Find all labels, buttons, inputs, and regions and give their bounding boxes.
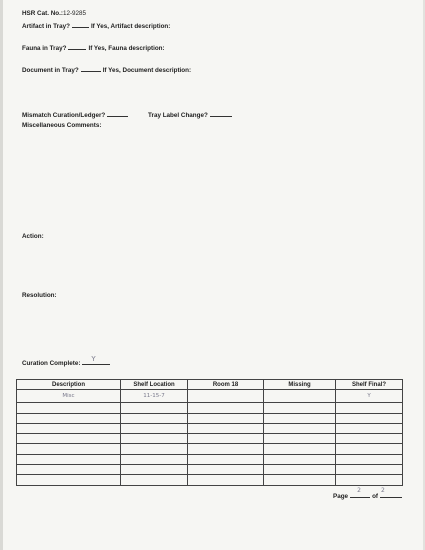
fauna-question: Fauna in Tray? xyxy=(22,45,67,52)
table-row xyxy=(17,390,403,403)
col-shelf-final-header: Shelf Final? xyxy=(336,380,403,390)
document-line xyxy=(22,65,191,75)
cell-shelf-location[interactable] xyxy=(121,465,188,475)
cell-room-18[interactable] xyxy=(188,434,264,444)
artifact-line xyxy=(22,21,170,31)
artifact-description-label: If Yes, Artifact description: xyxy=(90,23,171,30)
col-shelf-location-header: Shelf Location xyxy=(121,380,188,390)
resolution-label: Resolution: xyxy=(22,292,57,299)
cell-description[interactable] xyxy=(17,413,121,423)
page-number xyxy=(333,487,404,500)
cell-shelf-final[interactable] xyxy=(336,465,403,475)
page-total-blank[interactable] xyxy=(380,487,402,498)
catalog-number-label: HSR Cat. No.: xyxy=(22,10,63,17)
curation-table xyxy=(16,379,403,486)
cell-room-18[interactable] xyxy=(188,413,264,423)
cell-missing[interactable] xyxy=(264,475,336,485)
cell-missing[interactable] xyxy=(264,444,336,454)
table-header-row xyxy=(17,380,403,390)
cell-room-18[interactable] xyxy=(188,423,264,433)
page-total-value: 2 xyxy=(381,487,385,494)
cell-shelf-final[interactable] xyxy=(336,454,403,464)
of-label: of xyxy=(372,493,379,500)
cell-shelf-location[interactable] xyxy=(121,444,188,454)
cell-missing[interactable] xyxy=(264,423,336,433)
tray-label-line xyxy=(148,110,234,120)
cell-shelf-location[interactable] xyxy=(121,454,188,464)
curation-complete-label: Curation Complete: xyxy=(22,360,81,367)
cell-shelf-final[interactable] xyxy=(336,403,403,413)
table-row xyxy=(17,444,403,454)
cell-description[interactable] xyxy=(17,444,121,454)
cell-missing[interactable] xyxy=(264,390,336,403)
page-edge-left xyxy=(0,0,3,550)
cell-shelf-final[interactable]: Y xyxy=(336,390,403,403)
cell-missing[interactable] xyxy=(264,403,336,413)
cell-shelf-final[interactable] xyxy=(336,475,403,485)
cell-room-18[interactable] xyxy=(188,444,264,454)
cell-description[interactable]: Misc xyxy=(17,390,121,403)
document-answer-blank[interactable] xyxy=(81,65,101,72)
cell-missing[interactable] xyxy=(264,434,336,444)
artifact-answer-blank[interactable] xyxy=(72,21,89,28)
cell-shelf-location[interactable] xyxy=(121,403,188,413)
fauna-description-label: If Yes, Fauna description: xyxy=(88,45,165,52)
catalog-number xyxy=(22,10,86,18)
table-row xyxy=(17,413,403,423)
cell-room-18[interactable] xyxy=(188,475,264,485)
document-question: Document in Tray? xyxy=(22,67,79,74)
cell-room-18[interactable] xyxy=(188,403,264,413)
mismatch-line xyxy=(22,110,130,120)
table-row xyxy=(17,475,403,485)
col-missing-header: Missing xyxy=(264,380,336,390)
page-num-blank[interactable] xyxy=(350,487,370,498)
table-row xyxy=(17,454,403,464)
cell-description[interactable] xyxy=(17,465,121,475)
curation-complete-blank[interactable] xyxy=(82,355,110,365)
mismatch-answer-blank[interactable] xyxy=(107,110,128,117)
cell-shelf-location[interactable] xyxy=(121,434,188,444)
cell-description[interactable] xyxy=(17,403,121,413)
cell-shelf-location[interactable] xyxy=(121,423,188,433)
page-num-value: 2 xyxy=(357,487,361,494)
cell-description[interactable] xyxy=(17,475,121,485)
col-room-18-header: Room 18 xyxy=(188,380,264,390)
curation-complete-value: Y xyxy=(91,355,96,363)
col-description-header: Description xyxy=(17,380,121,390)
artifact-question: Artifact in Tray? xyxy=(22,23,70,30)
table-row xyxy=(17,434,403,444)
cell-shelf-final[interactable] xyxy=(336,444,403,454)
table-row xyxy=(17,423,403,433)
cell-description[interactable] xyxy=(17,454,121,464)
misc-comments-label: Miscellaneous Comments: xyxy=(22,122,102,129)
cell-shelf-location[interactable] xyxy=(121,475,188,485)
cell-shelf-final[interactable] xyxy=(336,434,403,444)
cell-missing[interactable] xyxy=(264,413,336,423)
cell-room-18[interactable] xyxy=(188,465,264,475)
cell-shelf-location[interactable]: 11-15-7 xyxy=(121,390,188,403)
cell-room-18[interactable] xyxy=(188,390,264,403)
mismatch-label: Mismatch Curation/Ledger? xyxy=(22,112,106,119)
fauna-line xyxy=(22,43,165,53)
fauna-answer-blank[interactable] xyxy=(68,43,86,50)
cell-shelf-location[interactable] xyxy=(121,413,188,423)
cell-shelf-final[interactable] xyxy=(336,423,403,433)
document-description-label: If Yes, Document description: xyxy=(102,67,192,74)
cell-room-18[interactable] xyxy=(188,454,264,464)
cell-description[interactable] xyxy=(17,423,121,433)
cell-missing[interactable] xyxy=(264,454,336,464)
curation-complete-line xyxy=(22,355,112,368)
cell-description[interactable] xyxy=(17,434,121,444)
catalog-number-value: 12-9285 xyxy=(62,10,87,17)
cell-missing[interactable] xyxy=(264,465,336,475)
table-row xyxy=(17,403,403,413)
tray-label-change-label: Tray Label Change? xyxy=(148,112,208,119)
table-row xyxy=(17,465,403,475)
page-label: Page xyxy=(333,493,349,500)
cell-shelf-final[interactable] xyxy=(336,413,403,423)
tray-label-answer-blank[interactable] xyxy=(210,110,232,117)
action-label: Action: xyxy=(22,233,44,240)
